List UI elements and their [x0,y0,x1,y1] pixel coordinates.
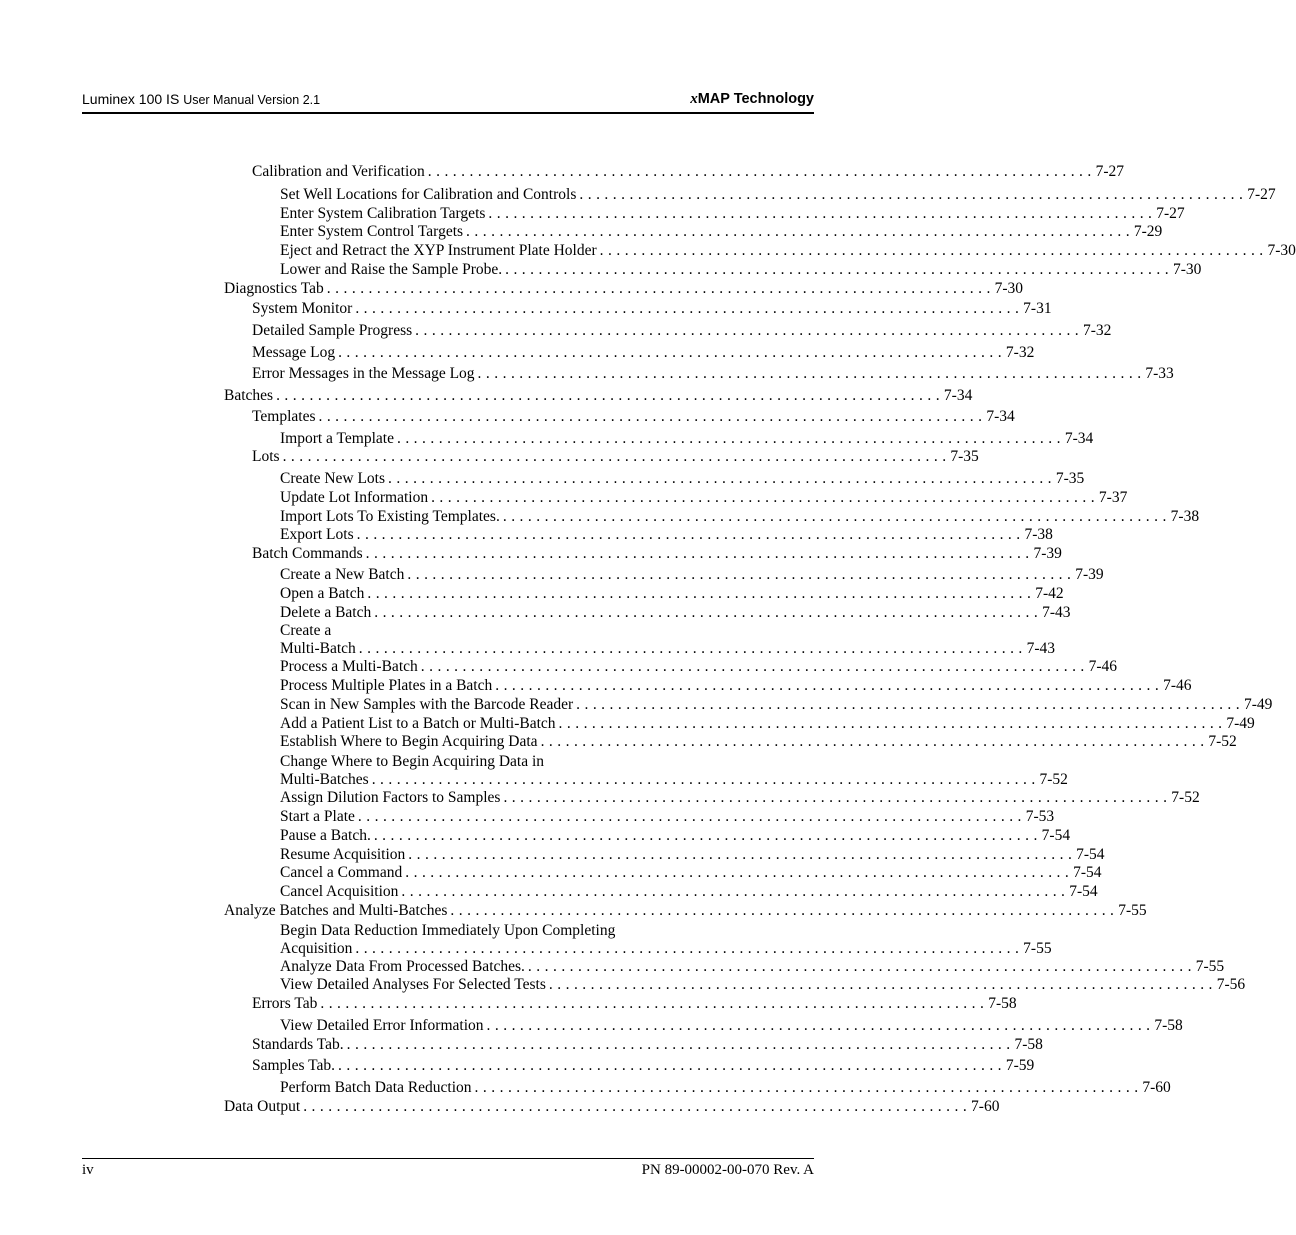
toc-entry[interactable] [280,940,1052,958]
toc-entry-title: Cancel a Command [280,864,405,882]
toc-entry-page: 7-43 [1026,640,1056,657]
toc-entry-title: Pause a Batch. [280,827,374,845]
dot-leader: . . . . . . . . . . . . . . . . . . . . . . . . . . . . . . . . . . . . . . . . . . . . . . . . . . . . . . . . . . . . . . . . . . . . . . . . . . . . . . . . [374,604,1039,621]
toc-entry[interactable] [280,585,1064,603]
dot-leader: . . . . . . . . . . . . . . . . . . . . . . . . . . . . . . . . . . . . . . . . . . . . . . . . . . . . . . . . . . . . . . . . . . . . . . . . . . . . . . . . [276,387,940,404]
brand-header [690,91,814,108]
toc-entry[interactable] [252,1036,1043,1054]
toc-entry-page: 7-34 [943,387,973,404]
toc-entry-page: 7-27 [1095,163,1124,180]
toc-entry-title: Create a New Batch [280,566,407,584]
toc-entry-page: 7-60 [971,1098,1000,1115]
toc-entry-page: 7-37 [1098,489,1128,506]
toc-entry-page: 7-49 [1243,696,1273,713]
toc-entry-title: Multi-Batch [280,640,359,658]
dot-leader: . . . . . . . . . . . . . . . . . . . . . . . . . . . . . . . . . . . . . . . . . . . . . . . . . . . . . . . . . . . . . . . . . . . . . . . . . . . . . . . . [365,545,1030,562]
toc-entry-page: 7-54 [1069,883,1098,900]
toc-entry[interactable] [280,846,1105,864]
toc-entry-title: Enter System Calibration Targets [280,205,488,223]
toc-entry[interactable] [280,640,1056,658]
toc-entry[interactable] [252,408,1015,426]
toc-entry-title-line1: Create a [280,622,332,639]
dot-leader: . . . . . . . . . . . . . . . . . . . . . . . . . . . . . . . . . . . . . . . . . . . . . . . . . . . . . . . . . . . . . . . . . . . . . . . . . . . . . . . . [367,585,1032,602]
toc-entry[interactable] [252,344,1035,362]
toc-entry-title: View Detailed Error Information [280,1017,487,1035]
toc-entry[interactable] [280,1017,1183,1035]
dot-leader: . . . . . . . . . . . . . . . . . . . . . . . . . . . . . . . . . . . . . . . . . . . . . . . . . . . . . . . . . . . . . . . . . . . . . . . . . . . . . . . . [558,715,1223,732]
toc-entry-page: 7-30 [1172,261,1202,278]
toc-entry-title: Diagnostics Tab [224,280,327,298]
toc-entry-title: Calibration and Verification [252,163,428,181]
dot-leader: . . . . . . . . . . . . . . . . . . . . . . . . . . . . . . . . . . . . . . . . . . . . . . . . . . . . . . . . . . . . . . . . . . . . . . . . . . . . . . . . [346,1036,1011,1053]
toc-entry-title: Cancel Acquisition [280,883,401,901]
toc-entry-title: View Detailed Analyses For Selected Tests [280,976,549,994]
toc-entry-title: Create New Lots [280,470,388,488]
dot-leader: . . . . . . . . . . . . . . . . . . . . . . . . . . . . . . . . . . . . . . . . . . . . . . . . . . . . . . . . . . . . . . . . . . . . . . . . . . . . . . . . [373,827,1038,844]
toc-entry[interactable] [280,733,1237,751]
toc-entry-page: 7-29 [1133,223,1163,240]
toc-entry-page: 7-54 [1073,864,1102,881]
toc-entry[interactable] [280,658,1118,676]
dot-leader: . . . . . . . . . . . . . . . . . . . . . . . . . . . . . . . . . . . . . . . . . . . . . . . . . . . . . . . . . . . . . . . . . . . . . . . . . . . . . . . . [405,864,1070,881]
dot-leader: . . . . . . . . . . . . . . . . . . . . . . . . . . . . . . . . . . . . . . . . . . . . . . . . . . . . . . . . . . . . . . . . . . . . . . . . . . . . . . . . [502,508,1167,525]
toc-entry-page: 7-58 [1154,1017,1183,1034]
toc-entry-title-line1: Change Where to Begin Acquiring Data in [280,753,545,770]
dot-leader: . . . . . . . . . . . . . . . . . . . . . . . . . . . . . . . . . . . . . . . . . . . . . . . . . . . . . . . . . . . . . . . . . . . . . . . . . . . . . . . . [358,640,1023,657]
toc-entry-title: Perform Batch Data Reduction [280,1079,475,1097]
toc-entry-title: Import Lots To Existing Templates. [280,508,503,526]
dot-leader: . . . . . . . . . . . . . . . . . . . . . . . . . . . . . . . . . . . . . . . . . . . . . . . . . . . . . . . . . . . . . . . . . . . . . . . . . . . . . . . . [540,733,1205,750]
dot-leader: . . . . . . . . . . . . . . . . . . . . . . . . . . . . . . . . . . . . . . . . . . . . . . . . . . . . . . . . . . . . . . . . . . . . . . . . . . . . . . . . [477,365,1142,382]
toc-entry[interactable] [280,205,1185,223]
toc-entry-page: 7-59 [1005,1057,1035,1074]
toc-entry-title: Batches [224,387,276,405]
toc-entry-page: 7-39 [1033,545,1062,562]
toc-entry[interactable] [252,1057,1035,1075]
toc-entry-title: Add a Patient List to a Batch or Multi-Batch [280,715,559,733]
running-header-title [82,91,320,107]
toc-entry-page: 7-55 [1023,940,1052,957]
toc-entry-title: Samples Tab. [252,1057,338,1075]
toc-entry-title: Analyze Data From Processed Batches. [280,958,528,976]
toc-entry[interactable] [224,387,973,405]
dot-leader: . . . . . . . . . . . . . . . . . . . . . . . . . . . . . . . . . . . . . . . . . . . . . . . . . . . . . . . . . . . . . . . . . . . . . . . . . . . . . . . . [599,242,1264,259]
footer-part-number: PN 89-00002-00-070 Rev. A [641,1162,814,1178]
toc-entry-title: Scan in New Samples with the Barcode Reader [280,696,576,714]
dot-leader: . . . . . . . . . . . . . . . . . . . . . . . . . . . . . . . . . . . . . . . . . . . . . . . . . . . . . . . . . . . . . . . . . . . . . . . . . . . . . . . . [486,1017,1151,1034]
toc-entry-page: 7-27 [1156,205,1185,222]
dot-leader: . . . . . . . . . . . . . . . . . . . . . . . . . . . . . . . . . . . . . . . . . . . . . . . . . . . . . . . . . . . . . . . . . . . . . . . . . . . . . . . . [320,995,985,1012]
toc-entry-title: Export Lots [280,526,357,544]
toc-entry-page: 7-27 [1247,186,1276,203]
toc-entry-title: Enter System Control Targets [280,223,466,241]
toc-entry-page: 7-60 [1142,1079,1171,1096]
toc-entry[interactable] [252,365,1174,383]
dot-leader: . . . . . . . . . . . . . . . . . . . . . . . . . . . . . . . . . . . . . . . . . . . . . . . . . . . . . . . . . . . . . . . . . . . . . . . . . . . . . . . . [357,808,1022,825]
dot-leader: . . . . . . . . . . . . . . . . . . . . . . . . . . . . . . . . . . . . . . . . . . . . . . . . . . . . . . . . . . . . . . . . . . . . . . . . . . . . . . . . [503,789,1168,806]
toc-entry[interactable] [280,883,1098,901]
dot-leader: . . . . . . . . . . . . . . . . . . . . . . . . . . . . . . . . . . . . . . . . . . . . . . . . . . . . . . . . . . . . . . . . . . . . . . . . . . . . . . . . [420,658,1085,675]
toc-entry-title: Acquisition [280,940,355,958]
toc-entry-title: Assign Dilution Factors to Samples [280,789,503,807]
toc-entry-title: Open a Batch [280,585,367,603]
toc-entry[interactable] [252,300,1052,318]
toc-entry[interactable] [280,604,1071,622]
toc-entry-title: Update Lot Information [280,489,431,507]
toc-entry-page: 7-56 [1216,976,1246,993]
toc-entry[interactable] [280,430,1094,448]
dot-leader: . . . . . . . . . . . . . . . . . . . . . . . . . . . . . . . . . . . . . . . . . . . . . . . . . . . . . . . . . . . . . . . . . . . . . . . . . . . . . . . . [548,976,1213,993]
toc-entry-title: System Monitor [252,300,355,318]
toc-entry-page: 7-34 [1064,430,1094,447]
toc-entry-title: Process Multiple Plates in a Batch [280,677,495,695]
toc-entry[interactable] [252,448,979,466]
toc-entry[interactable] [280,508,1200,526]
dot-leader: . . . . . . . . . . . . . . . . . . . . . . . . . . . . . . . . . . . . . . . . . . . . . . . . . . . . . . . . . . . . . . . . . . . . . . . . . . . . . . . . [318,408,983,425]
toc-entry-title: Establish Where to Begin Acquiring Data [280,733,541,751]
dot-leader: . . . . . . . . . . . . . . . . . . . . . . . . . . . . . . . . . . . . . . . . . . . . . . . . . . . . . . . . . . . . . . . . . . . . . . . . . . . . . . . . [371,771,1036,788]
toc-entry[interactable] [280,976,1246,994]
dot-leader: . . . . . . . . . . . . . . . . . . . . . . . . . . . . . . . . . . . . . . . . . . . . . . . . . . . . . . . . . . . . . . . . . . . . . . . . . . . . . . . . [338,1057,1002,1074]
toc-entry[interactable] [280,808,1055,826]
toc-entry-page: 7-58 [988,995,1017,1012]
toc-entry-page: 7-34 [986,408,1015,425]
toc-entry-title: Lots [252,448,283,466]
toc-entry-title: Data Output [224,1098,303,1116]
dot-leader: . . . . . . . . . . . . . . . . . . . . . . . . . . . . . . . . . . . . . . . . . . . . . . . . . . . . . . . . . . . . . . . . . . . . . . . . . . . . . . . . [450,902,1115,919]
brand-name: MAP Technology [697,91,814,107]
toc-entry-page: 7-54 [1041,827,1071,844]
header-rule [82,112,814,114]
toc-entry-title: Error Messages in the Message Log [252,365,478,383]
dot-leader: . . . . . . . . . . . . . . . . . . . . . . . . . . . . . . . . . . . . . . . . . . . . . . . . . . . . . . . . . . . . . . . . . . . . . . . . . . . . . . . . [355,300,1020,317]
toc-entry-page: 7-32 [1005,344,1035,361]
toc-entry[interactable] [224,902,1147,920]
toc-entry-title: Standards Tab. [252,1036,347,1054]
toc-entry-page: 7-49 [1226,715,1255,732]
toc-entry[interactable] [280,771,1068,789]
toc-entry[interactable] [280,715,1255,733]
toc-entry[interactable] [252,322,1112,340]
toc-entry[interactable] [280,696,1273,714]
dot-leader: . . . . . . . . . . . . . . . . . . . . . . . . . . . . . . . . . . . . . . . . . . . . . . . . . . . . . . . . . . . . . . . . . . . . . . . . . . . . . . . . [415,322,1079,339]
dot-leader: . . . . . . . . . . . . . . . . . . . . . . . . . . . . . . . . . . . . . . . . . . . . . . . . . . . . . . . . . . . . . . . . . . . . . . . . . . . . . . . . [505,261,1169,278]
toc-entry-page: 7-39 [1075,566,1104,583]
dot-leader: . . . . . . . . . . . . . . . . . . . . . . . . . . . . . . . . . . . . . . . . . . . . . . . . . . . . . . . . . . . . . . . . . . . . . . . . . . . . . . . . [466,223,1130,240]
toc-entry-title: Multi-Batches [280,771,372,789]
dot-leader: . . . . . . . . . . . . . . . . . . . . . . . . . . . . . . . . . . . . . . . . . . . . . . . . . . . . . . . . . . . . . . . . . . . . . . . . . . . . . . . . [427,163,1092,180]
toc-entry-title: Resume Acquisition [280,846,408,864]
toc-entry[interactable] [252,545,1062,563]
brand-prefix: x [690,91,698,107]
footer-page-number: iv [82,1162,94,1178]
product-name: Luminex 100 IS [82,91,180,107]
toc-entry-page: 7-55 [1195,958,1225,975]
dot-leader: . . . . . . . . . . . . . . . . . . . . . . . . . . . . . . . . . . . . . . . . . . . . . . . . . . . . . . . . . . . . . . . . . . . . . . . . . . . . . . . . [282,448,947,465]
toc-entry-title: Batch Commands [252,545,366,563]
toc-entry[interactable] [280,470,1085,488]
toc-entry[interactable] [280,261,1202,279]
toc-entry-page: 7-38 [1024,526,1053,543]
toc-entry-title-line1: Begin Data Reduction Immediately Upon Completing [280,922,616,939]
dot-leader: . . . . . . . . . . . . . . . . . . . . . . . . . . . . . . . . . . . . . . . . . . . . . . . . . . . . . . . . . . . . . . . . . . . . . . . . . . . . . . . . [431,489,1095,506]
toc-entry-page: 7-46 [1088,658,1118,675]
toc-entry-title: Templates [252,408,318,426]
toc-entry-title: Analyze Batches and Multi-Batches [224,902,450,920]
toc-entry-title: Delete a Batch [280,604,374,622]
toc-entry-page: 7-52 [1039,771,1068,788]
dot-leader: . . . . . . . . . . . . . . . . . . . . . . . . . . . . . . . . . . . . . . . . . . . . . . . . . . . . . . . . . . . . . . . . . . . . . . . . . . . . . . . . [303,1098,968,1115]
toc-entry[interactable] [224,280,1024,298]
toc-entry-title: Eject and Retract the XYP Instrument Plate Holder [280,242,600,260]
toc-entry-title: Lower and Raise the Sample Probe. [280,261,505,279]
toc-entry[interactable] [280,526,1053,544]
dot-leader: . . . . . . . . . . . . . . . . . . . . . . . . . . . . . . . . . . . . . . . . . . . . . . . . . . . . . . . . . . . . . . . . . . . . . . . . . . . . . . . . [408,846,1073,863]
toc-entry-page: 7-31 [1023,300,1052,317]
toc-entry[interactable] [280,864,1102,882]
manual-version: User Manual Version 2.1 [183,93,321,107]
toc-entry[interactable] [280,223,1163,241]
toc-entry-page: 7-52 [1171,789,1200,806]
toc-entry[interactable] [280,1079,1171,1097]
toc-entry-title: Start a Plate [280,808,358,826]
toc-entry-title: Set Well Locations for Calibration and Controls [280,186,579,204]
toc-entry[interactable] [224,1098,1000,1116]
toc-entry[interactable] [252,163,1124,181]
dot-leader: . . . . . . . . . . . . . . . . . . . . . . . . . . . . . . . . . . . . . . . . . . . . . . . . . . . . . . . . . . . . . . . . . . . . . . . . . . . . . . . . [576,696,1240,713]
dot-leader: . . . . . . . . . . . . . . . . . . . . . . . . . . . . . . . . . . . . . . . . . . . . . . . . . . . . . . . . . . . . . . . . . . . . . . . . . . . . . . . . [355,940,1020,957]
toc-entry-page: 7-46 [1163,677,1192,694]
toc-entry[interactable] [280,566,1104,584]
toc-entry-title: Errors Tab [252,995,320,1013]
toc-entry-page: 7-58 [1014,1036,1043,1053]
dot-leader: . . . . . . . . . . . . . . . . . . . . . . . . . . . . . . . . . . . . . . . . . . . . . . . . . . . . . . . . . . . . . . . . . . . . . . . . . . . . . . . . [495,677,1160,694]
toc-entry-page: 7-43 [1042,604,1071,621]
dot-leader: . . . . . . . . . . . . . . . . . . . . . . . . . . . . . . . . . . . . . . . . . . . . . . . . . . . . . . . . . . . . . . . . . . . . . . . . . . . . . . . . [338,344,1002,361]
toc-entry-page: 7-55 [1118,902,1147,919]
dot-leader: . . . . . . . . . . . . . . . . . . . . . . . . . . . . . . . . . . . . . . . . . . . . . . . . . . . . . . . . . . . . . . . . . . . . . . . . . . . . . . . . [407,566,1072,583]
dot-leader: . . . . . . . . . . . . . . . . . . . . . . . . . . . . . . . . . . . . . . . . . . . . . . . . . . . . . . . . . . . . . . . . . . . . . . . . . . . . . . . . [488,205,1153,222]
dot-leader: . . . . . . . . . . . . . . . . . . . . . . . . . . . . . . . . . . . . . . . . . . . . . . . . . . . . . . . . . . . . . . . . . . . . . . . . . . . . . . . . [527,958,1192,975]
toc-entry-page: 7-53 [1025,808,1055,825]
toc-entry-page: 7-30 [1267,242,1296,259]
dot-leader: . . . . . . . . . . . . . . . . . . . . . . . . . . . . . . . . . . . . . . . . . . . . . . . . . . . . . . . . . . . . . . . . . . . . . . . . . . . . . . . . [388,470,1052,487]
dot-leader: . . . . . . . . . . . . . . . . . . . . . . . . . . . . . . . . . . . . . . . . . . . . . . . . . . . . . . . . . . . . . . . . . . . . . . . . . . . . . . . . [396,430,1061,447]
toc-entry-title: Import a Template [280,430,397,448]
toc-entry-page: 7-32 [1082,322,1112,339]
toc-entry[interactable] [280,242,1296,260]
toc-entry[interactable] [280,789,1200,807]
dot-leader: . . . . . . . . . . . . . . . . . . . . . . . . . . . . . . . . . . . . . . . . . . . . . . . . . . . . . . . . . . . . . . . . . . . . . . . . . . . . . . . . [326,280,991,297]
toc-entry[interactable] [252,995,1017,1013]
toc-entry-page: 7-35 [1055,470,1085,487]
toc-entry-page: 7-42 [1035,585,1064,602]
toc-entry-title: Process a Multi-Batch [280,658,421,676]
footer-rule [82,1158,814,1159]
dot-leader: . . . . . . . . . . . . . . . . . . . . . . . . . . . . . . . . . . . . . . . . . . . . . . . . . . . . . . . . . . . . . . . . . . . . . . . . . . . . . . . . [579,186,1244,203]
dot-leader: . . . . . . . . . . . . . . . . . . . . . . . . . . . . . . . . . . . . . . . . . . . . . . . . . . . . . . . . . . . . . . . . . . . . . . . . . . . . . . . . [356,526,1021,543]
toc-entry-title: Detailed Sample Progress [252,322,415,340]
toc-entry-page: 7-35 [950,448,979,465]
toc-entry-title: Message Log [252,344,338,362]
dot-leader: . . . . . . . . . . . . . . . . . . . . . . . . . . . . . . . . . . . . . . . . . . . . . . . . . . . . . . . . . . . . . . . . . . . . . . . . . . . . . . . . [474,1079,1139,1096]
toc-entry-page: 7-52 [1208,733,1237,750]
toc-entry[interactable] [280,958,1225,976]
toc-entry[interactable] [280,186,1276,204]
toc-entry-page: 7-30 [994,280,1024,297]
toc-entry-page: 7-38 [1170,508,1200,525]
toc-entry-page: 7-54 [1076,846,1105,863]
toc-entry-page: 7-33 [1145,365,1174,382]
toc-entry[interactable] [280,677,1192,695]
dot-leader: . . . . . . . . . . . . . . . . . . . . . . . . . . . . . . . . . . . . . . . . . . . . . . . . . . . . . . . . . . . . . . . . . . . . . . . . . . . . . . . . [401,883,1066,900]
toc-entry[interactable] [280,827,1071,845]
toc-entry[interactable] [280,489,1128,507]
